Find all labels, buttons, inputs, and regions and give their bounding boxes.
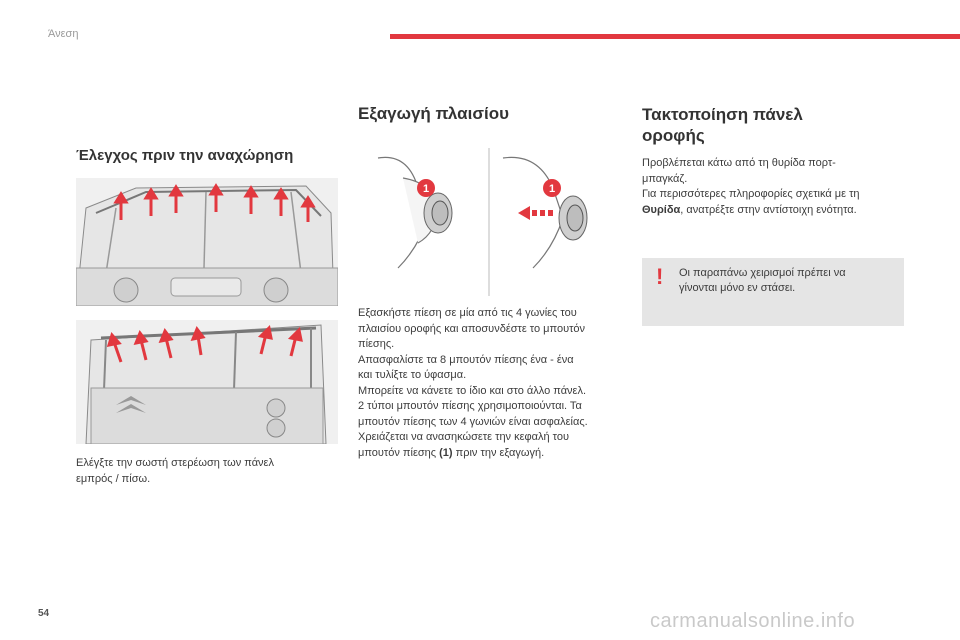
check-title: Έλεγχος πριν την αναχώρηση [76, 147, 294, 164]
jeep-rear-drawing [76, 320, 338, 444]
check-caption-line1: Ελέγξτε την σωστή στερέωση των πάνελ [76, 457, 274, 469]
storage-para1-line2: μπαγκάζ. [642, 172, 688, 185]
extraction-last-suffix: πριν την εξαγωγή. [452, 446, 545, 459]
warning-line2: γίνονται μόνο εν στάσει. [679, 282, 796, 294]
extraction-line: Μπορείτε να κάνετε το ίδιο και στο άλλο πάνελ. [358, 384, 587, 397]
jeep-front-drawing [76, 178, 338, 306]
page-number: 54 [38, 608, 50, 619]
storage-para1-line1: Προβλέπεται κάτω από τη θυρίδα πορτ- [642, 157, 836, 169]
warning-text [679, 266, 889, 296]
hand-press-drawing [358, 148, 620, 296]
extraction-last-bold: (1) [439, 446, 453, 459]
storage-title-line2: οροφής [642, 126, 705, 145]
storage-para2-bold: Θυρίδα [642, 203, 681, 216]
extraction-illustration [358, 148, 620, 296]
storage-para2-rest: , ανατρέξτε στην αντίστοιχη ενότητα. [680, 203, 857, 216]
callout-badge-left: 1 [422, 183, 430, 195]
extraction-line: Απασφαλίστε τα 8 μπουτόν πίεσης ένα - ένα [358, 353, 574, 366]
extraction-line: 2 τύποι μπουτόν πίεσης χρησιμοποιούνται. Τα [358, 400, 582, 412]
warning-icon: ! [656, 264, 664, 289]
warning-line1: Οι παραπάνω χειρισμοί πρέπει να [679, 267, 846, 279]
storage-title [642, 104, 803, 146]
check-caption [76, 456, 338, 487]
storage-para2-line1: Για περισσότερες πληροφορίες σχετικά με τη [642, 188, 860, 200]
rear-view-illustration [76, 320, 338, 444]
section-label: Άνεση [48, 28, 79, 40]
storage-title-line1: Τακτοποίηση πάνελ [642, 105, 803, 124]
extraction-line: και τυλίξτε το ύφασμα. [358, 369, 467, 381]
extraction-last-line [358, 446, 628, 462]
storage-para2-line2 [642, 203, 912, 219]
extraction-line: Χρειάζεται να ανασηκώσετε την κεφαλή του [358, 431, 570, 443]
callout-badge-right: 1 [548, 183, 556, 195]
storage-text [642, 156, 912, 218]
extraction-last-prefix: μπουτόν πίεσης [358, 446, 440, 459]
watermark: carmanualsonline.info [650, 610, 856, 632]
check-caption-line2: εμπρός / πίσω. [76, 472, 151, 485]
header-accent-line [390, 34, 960, 39]
extraction-text [358, 306, 628, 461]
extraction-title: Εξαγωγή πλαισίου [358, 104, 509, 123]
extraction-line: Εξασκήστε πίεση σε μία από τις 4 γωνίες του [358, 307, 577, 319]
extraction-line: πίεσης. [358, 338, 395, 350]
front-view-illustration [76, 178, 338, 306]
extraction-line: πλαισίου οροφής και αποσυνδέστε το μπουτόν [358, 322, 586, 335]
extraction-line: μπουτόν πίεσης των 4 γωνιών είναι ασφαλείας. [358, 415, 588, 428]
warning-box [642, 258, 904, 326]
